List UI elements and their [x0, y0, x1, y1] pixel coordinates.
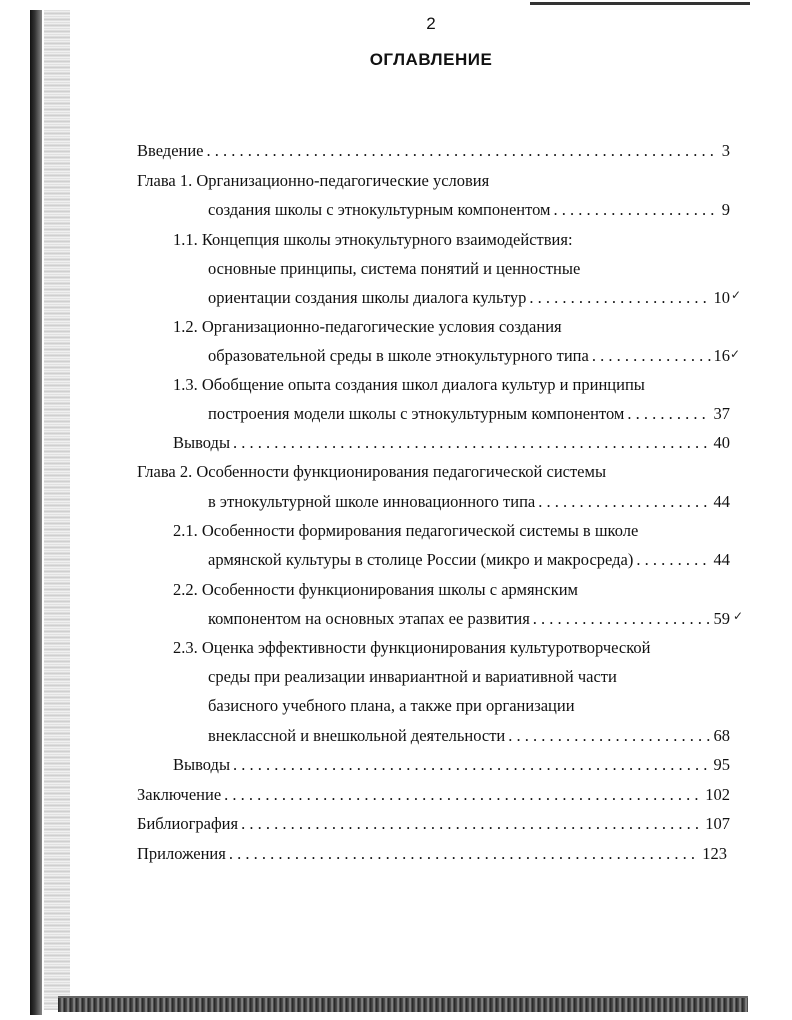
- toc-section-continuation: среды при реализации инвариантной и вариативной части: [208, 667, 617, 686]
- toc-entry: [137, 812, 730, 836]
- toc-entry-page: 107: [705, 814, 730, 833]
- toc-section-continuation: базисного учебного плана, а также при организации: [208, 696, 575, 715]
- dot-leader: [241, 812, 702, 836]
- dot-leader: [224, 783, 702, 807]
- toc-section-heading: 2.2. Особенности функционирования школы с армянским: [173, 580, 578, 599]
- dot-leader: [229, 842, 699, 866]
- toc-entry: [173, 431, 730, 455]
- toc-entry-text: Выводы: [173, 755, 231, 774]
- toc-section-heading: 1.2. Организационно-педагогические условия создания: [173, 317, 562, 336]
- toc-entry-page: 102: [705, 785, 730, 804]
- toc-entry: [208, 490, 730, 514]
- toc-entry-text: Выводы: [173, 433, 231, 452]
- toc-entry-page: 3: [721, 141, 730, 160]
- toc-section-heading: 2.1. Особенности формирования педагогической системы в школе: [173, 521, 639, 540]
- toc-entry-text: внеклассной и внешкольной деятельности: [208, 726, 506, 745]
- toc-entry-page: 95: [713, 755, 730, 774]
- toc-entry-page: 37: [713, 404, 730, 423]
- page-title: ОГЛАВЛЕНИЕ: [369, 50, 493, 69]
- toc-entry-text: построения модели школы с этнокультурным компонентом: [208, 404, 625, 423]
- dot-leader: [533, 607, 711, 631]
- toc-entry-text: Заключение: [137, 785, 222, 804]
- dot-leader: [538, 490, 710, 514]
- handwritten-check-mark: ✓: [731, 288, 742, 302]
- toc-entry-page: 9: [721, 200, 730, 219]
- toc-section-heading: 1.3. Обобщение опыта создания школ диалога культур и принципы: [173, 375, 645, 394]
- toc-entry-text: Введение: [137, 141, 204, 160]
- toc-entry: [208, 344, 730, 368]
- toc-section-heading: 2.3. Оценка эффективности функционирования культуротворческой: [173, 638, 651, 657]
- page-number: 2: [426, 14, 436, 33]
- dot-leader: [233, 753, 710, 777]
- dot-leader: [553, 198, 718, 222]
- toc-entry: [137, 783, 730, 807]
- toc-entry: [208, 286, 730, 310]
- toc-entry: [137, 842, 727, 866]
- dot-leader: [508, 724, 710, 748]
- toc-chapter-heading: Глава 2. Особенности функционирования педагогической системы: [137, 462, 607, 481]
- toc-entry: [208, 607, 730, 631]
- toc-entry: [208, 198, 730, 222]
- toc-entry-page: 68: [713, 726, 730, 745]
- toc-section-continuation: основные принципы, система понятий и ценностные: [208, 259, 581, 278]
- toc-entry-text: Библиография: [137, 814, 239, 833]
- toc-entry: [208, 548, 730, 572]
- toc-entry: [173, 753, 730, 777]
- scan-noise-left: [44, 10, 70, 1010]
- dot-leader: [529, 286, 710, 310]
- dot-leader: [207, 139, 719, 163]
- toc-entry: [208, 724, 730, 748]
- scan-edge-top: [530, 2, 750, 5]
- dot-leader: [636, 548, 710, 572]
- dot-leader: [233, 431, 710, 455]
- toc-entry-page: 16: [713, 346, 730, 365]
- handwritten-check-mark: ✓: [730, 347, 741, 361]
- toc-entry: [208, 402, 730, 426]
- toc-entry: [137, 139, 730, 163]
- scan-edge-bottom: [58, 998, 748, 1012]
- dot-leader: [627, 402, 710, 426]
- handwritten-check-mark: ✓: [733, 609, 744, 623]
- toc-entry-text: компонентом на основных этапах ее развития: [208, 609, 530, 628]
- toc-entry-page: 44: [713, 550, 730, 569]
- dot-leader: [592, 344, 711, 368]
- toc-entry-page: 123: [702, 844, 727, 863]
- toc-entry-text: образовательной среды в школе этнокультурного типа: [208, 346, 589, 365]
- toc-entry-text: в этнокультурной школе инновационного типа: [208, 492, 536, 511]
- toc-section-heading: 1.1. Концепция школы этнокультурного взаимодействия:: [173, 230, 573, 249]
- toc-chapter-heading: Глава 1. Организационно-педагогические условия: [137, 171, 490, 190]
- toc-entry-text: создания школы с этнокультурным компонентом: [208, 200, 551, 219]
- toc-entry-text: армянской культуры в столице России (микро и макросреда): [208, 550, 634, 569]
- toc-entry-text: Приложения: [137, 844, 226, 863]
- toc-entry-page: 10: [713, 288, 730, 307]
- toc-entry-text: ориентации создания школы диалога культур: [208, 288, 527, 307]
- scan-edge-left: [30, 10, 42, 1015]
- toc-entry-page: 40: [713, 433, 730, 452]
- toc-entry-page: 44: [713, 492, 730, 511]
- toc-entry-page: 59: [713, 609, 730, 628]
